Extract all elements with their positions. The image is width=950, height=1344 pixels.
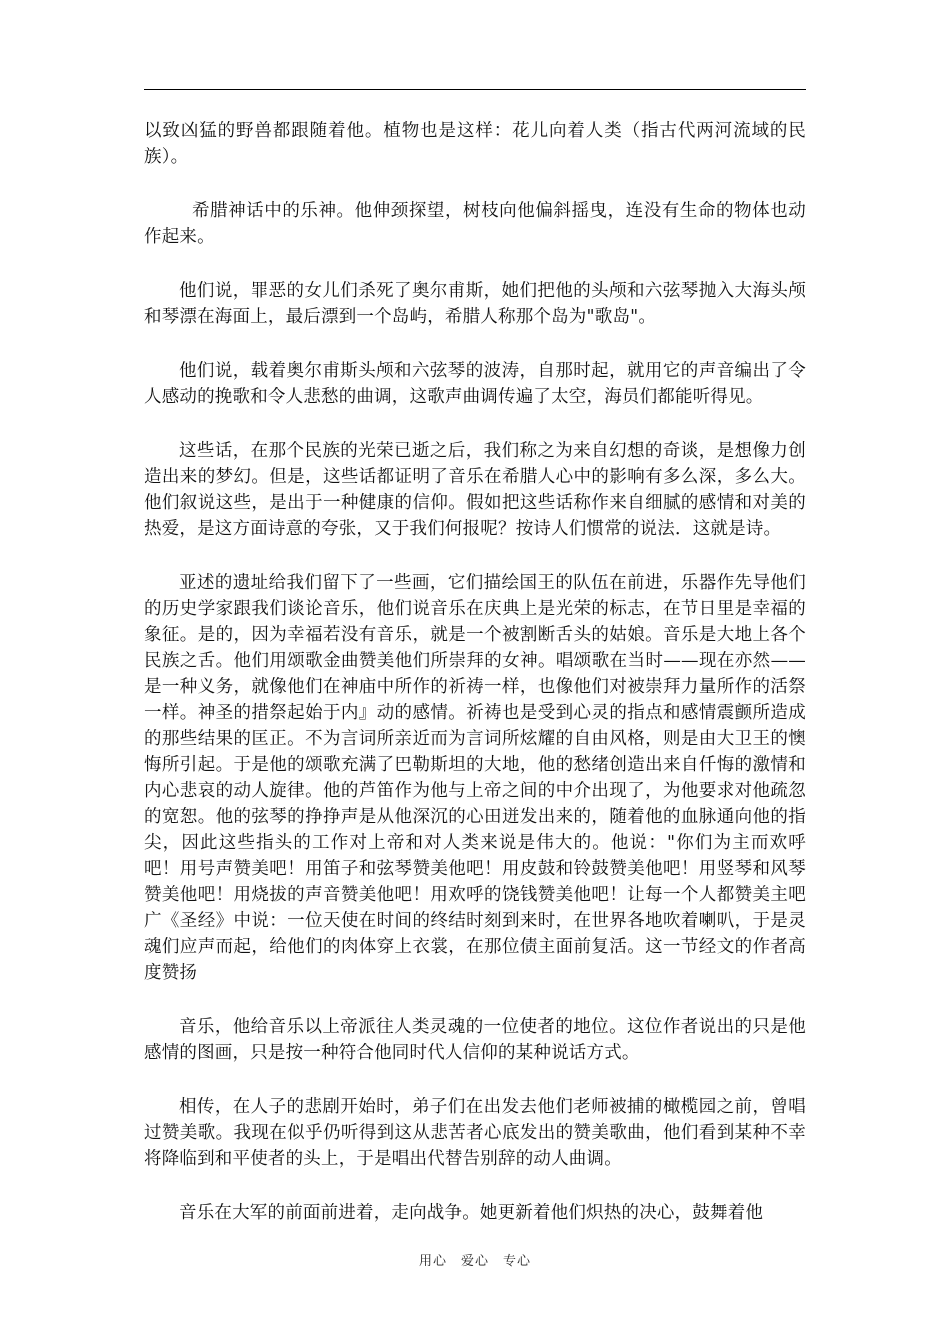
paragraph-gap — [144, 1172, 806, 1200]
document-body — [144, 118, 806, 1226]
paragraph-4: 他们说，载着奥尔甫斯头颅和六弦琴的波涛，自那时起，就用它的声音编出了令人感动的挽歌和令人悲愁的曲调，这歌声曲调传遍了太空，海员们都能听得见。 — [144, 361, 806, 407]
paragraph-9: 音乐在大军的前面前进着，走向战争。她更新着他们炽热的决心，鼓舞着他 — [179, 1203, 764, 1223]
paragraph-7: 音乐，他给音乐以上帝派往人类灵魂的一位使者的地位。这位作者说出的只是他感情的图画，只是按一种符合他同时代人信仰的某种说话方式。 — [144, 1017, 806, 1063]
paragraph-8: 相传，在人子的悲剧开始时，弟子们在出发去他们老师被捕的橄榄园之前，曾唱过赞美歌。我现在似乎仍听得到这从悲苦者心底发出的赞美歌曲，他们看到某种不幸将降临到和平使者的头上，于是唱出代替告别辞的动人曲调。 — [144, 1097, 806, 1169]
header-rule — [144, 89, 806, 90]
page-footer: 用心 爱心 专心 — [418, 1254, 531, 1269]
paragraph-gap — [144, 986, 806, 1014]
paragraph-gap — [144, 330, 806, 358]
paragraph-gap — [144, 1066, 806, 1094]
paragraph-gap — [144, 542, 806, 570]
paragraph-gap — [144, 170, 806, 198]
paragraph-1: 以致凶猛的野兽都跟随着他。植物也是这样：花儿向着人类（指古代两河流域的民族）。 — [144, 121, 806, 167]
paragraph-3: 他们说，罪恶的女儿们杀死了奥尔甫斯，她们把他的头颅和六弦琴抛入大海头颅和琴漂在海面上，最后漂到一个岛屿，希腊人称那个岛为"歌岛"。 — [144, 281, 806, 327]
paragraph-6: 亚述的遗址给我们留下了一些画，它们描绘国王的队伍在前进，乐器作先导他们的历史学家跟我们谈论音乐，他们说音乐在庆典上是光荣的标志，在节日里是幸福的象征。是的，因为幸福若没有音乐，就是一个被割断舌头的姑娘。音乐是大地上各个民族之舌。他们用颂歌金曲赞美他们所崇拜的女神。唱颂歌在当时——现在亦然——是一种义务，就像他们在神庙中所作的祈祷一样，也像他们对被崇拜力量所作的活祭一样。神圣的措祭起始于内』动的感情。祈祷也是受到心灵的指点和感情震颤所造成的那些结果的匡正。不为言词所亲近而为言词所炫耀的自由风格，则是由大卫王的懊悔所引起。于是他的颂歌充满了巴勒斯坦的大地，他的愁绪创造出来自仟悔的激情和内心悲哀的动人旋律。他的芦笛作为他与上帝之间的中介出现了，为他要求对他疏忽的宽恕。他的弦琴的挣挣声是从他深沉的心田迸发出来的，随着他的血脉通向他的指尖，因此这些指头的工作对上帝和对人类来说是伟大的。他说："你们为主而欢呼吧！用号声赞美吧！用笛子和弦琴赞美他吧！用皮鼓和铃鼓赞美他吧！用竖琴和风琴赞美他吧！用烧拔的声音赞美他吧！用欢呼的饶钱赞美他吧！让每一个人都赞美主吧广《圣经》中说：一位天使在时间的终结时刻到来时，在世界各地吹着喇叭，于是灵魂们应声而起，给他们的肉体穿上衣裳，在那位债主面前复活。这一节经文的作者高度赞扬 — [144, 573, 806, 983]
paragraph-5: 这些话，在那个民族的光荣已逝之后，我们称之为来自幻想的奇谈，是想像力创造出来的梦幻。但是，这些话都证明了音乐在希腊人心中的影响有多么深，多么大。他们叙说这些，是出于一种健康的信仰。假如把这些话称作来自细腻的感情和对美的热爱，是这方面诗意的夸张，又于我们何报呢？按诗人们惯常的说法．这就是诗。 — [144, 441, 806, 539]
paragraph-2: 希腊神话中的乐神。他伸颈探望，树枝向他偏斜摇曳，连没有生命的物体也动作起来。 — [144, 201, 806, 247]
paragraph-gap — [144, 250, 806, 278]
paragraph-gap — [144, 410, 806, 438]
